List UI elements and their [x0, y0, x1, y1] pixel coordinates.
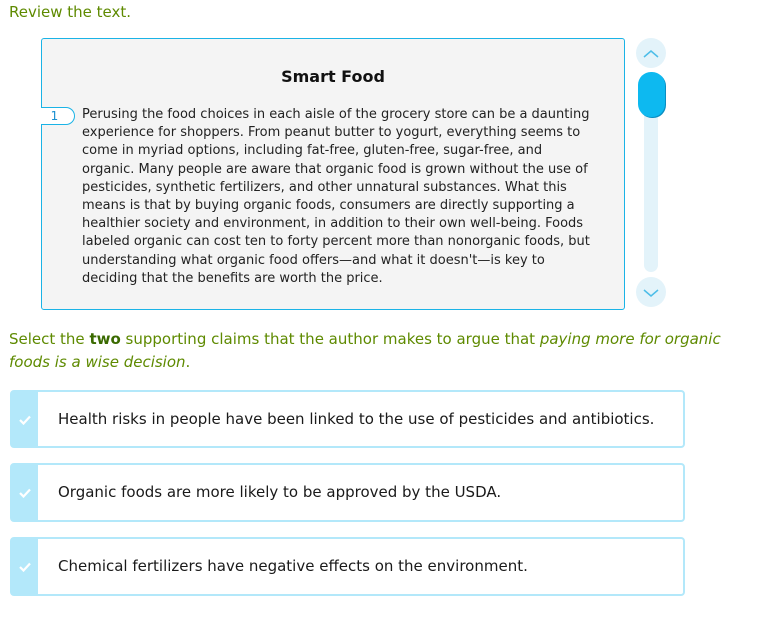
question-emphasis-italic: paying more for organic foods is a wise decision — [9, 330, 721, 371]
scrollbar-thumb[interactable] — [638, 72, 665, 117]
choice-checkbox[interactable] — [12, 465, 38, 520]
chevron-up-icon — [643, 44, 659, 63]
passage-panel — [41, 38, 625, 310]
chevron-down-icon — [643, 283, 659, 302]
choice-label: Health risks in people have been linked to the use of pesticides and antibiotics. — [58, 409, 655, 428]
question-emphasis-bold: two — [89, 330, 121, 348]
question-text-1: Select the — [9, 330, 90, 348]
choice-label: Organic foods are more likely to be approved by the USDA. — [58, 483, 502, 501]
scroll-up-button[interactable] — [636, 38, 666, 68]
paragraph-number-badge: 1 — [41, 107, 75, 125]
scroll-down-button[interactable] — [636, 277, 666, 307]
question-prompt — [9, 328, 729, 374]
answer-choice-1[interactable] — [10, 390, 685, 448]
checkmark-icon — [19, 410, 31, 429]
choice-checkbox[interactable] — [12, 392, 38, 446]
instruction-text: Review the text. — [9, 3, 132, 21]
choice-label: Chemical fertilizers have negative effects on the environment. — [58, 557, 528, 575]
question-text-3: . — [185, 353, 191, 371]
passage-paragraph: Perusing the food choices in each aisle of the grocery store can be a daunting experience for shoppers. From peanut butter to yogurt, everything seems to come in myriad options, including fat-free, gluten-free, sugar-free, and organic. Many people are aware that organic food is grown without the use of pesticides, synthetic fertilizers, and other unnatural substances. What this means is that by buying organic foods, consumers are directly supporting a healthier society and environment, in addition to their own well-being. Foods labeled organic can cost ten to forty percent more than nonorganic foods, but understanding what organic food offers—and what it doesn't—is key to deciding that the benefits are worth the price. — [82, 107, 590, 286]
answer-choice-2[interactable] — [10, 463, 685, 522]
passage-title: Smart Food — [281, 67, 385, 86]
question-text-2: supporting claims that the author makes to argue that — [120, 330, 540, 348]
checkmark-icon — [19, 557, 31, 576]
checkmark-icon — [19, 483, 31, 502]
choice-checkbox[interactable] — [12, 539, 38, 594]
answer-choice-3[interactable] — [10, 537, 685, 596]
